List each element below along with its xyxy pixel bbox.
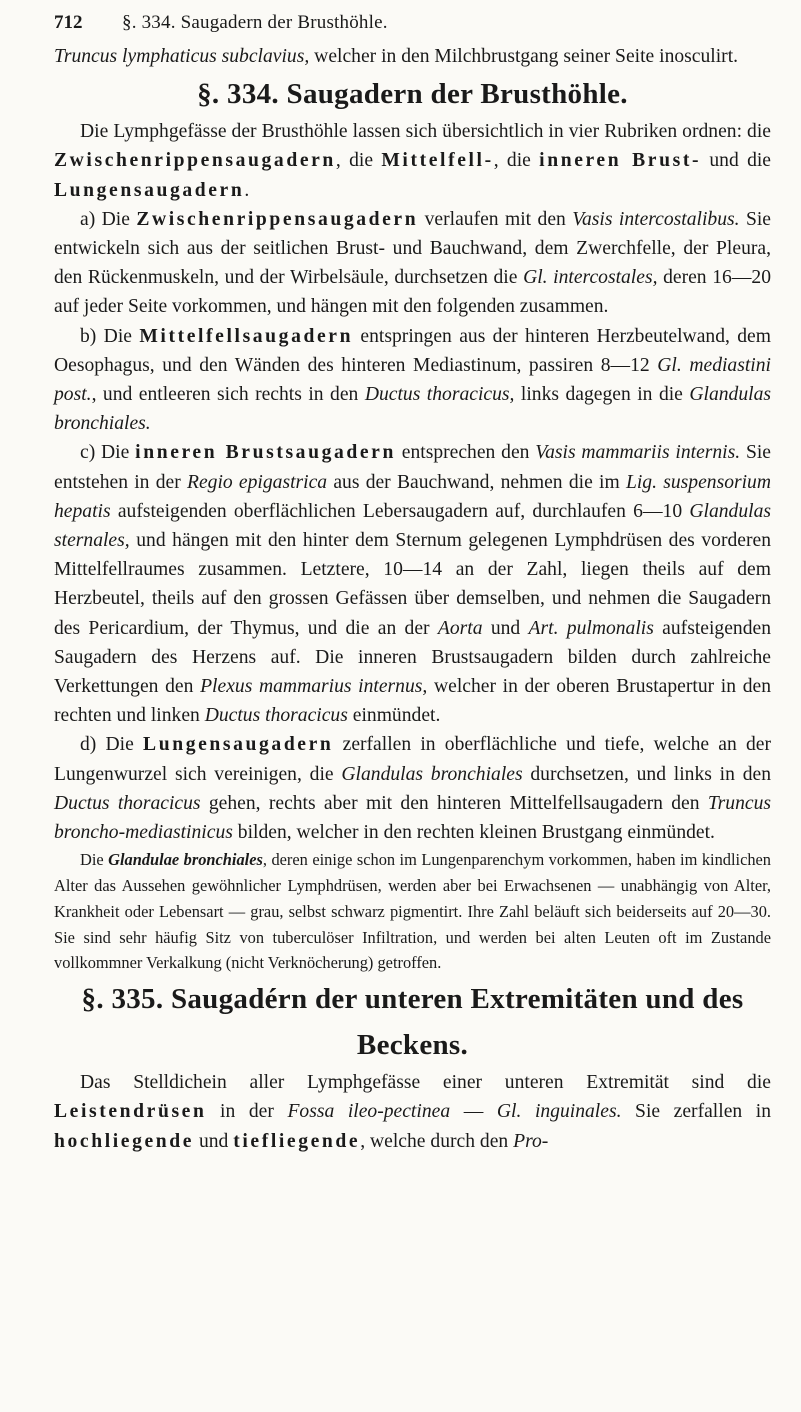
latin-term: Glandulas bronchiales. — [54, 384, 772, 435]
text: welcher in der oberen Brustapertur in den rechten und linken — [54, 676, 771, 727]
latin-term: Plexus mammarius internus, — [200, 676, 428, 698]
latin-term: Vasis mammariis internis. — [535, 442, 741, 464]
latin-term: Truncus broncho-mediastinicus — [54, 792, 771, 844]
spaced-term: inneren Brust- — [539, 150, 702, 172]
text: d) Die — [80, 734, 144, 756]
text: . — [244, 179, 250, 201]
text: bilden, welcher in den rechten kleinen Brustgang einmündet. — [232, 822, 715, 844]
text: Sie zerfallen in — [621, 1101, 771, 1123]
spaced-term: inneren Brustsaugadern — [135, 442, 396, 464]
section-335-heading: §. 335. Saugadérn der unteren Extremitäten und des Beckens. — [81, 983, 744, 1062]
text: in der — [206, 1101, 288, 1123]
text: , die — [335, 150, 382, 172]
latin-term: Gl. intercostales, — [523, 267, 658, 289]
running-title: §. 334. Saugadern der Brusthöhle. — [122, 12, 388, 33]
text: entspringen aus der hinteren Herzbeutelwand, dem Oesophagus, und den Wänden des hinteren Mediastinum, passiren 8—12 — [54, 325, 771, 376]
text: Sie entwickeln sich aus der seitlichen Brust- und Bauchwand, dem Zwerchfelle, der Pleura, den Rückenmuskeln, und der Wirbelsäule, durchsetzen die — [54, 208, 771, 289]
spaced-term: Lungensaugadern — [54, 179, 245, 201]
latin-term: Art. pulmonalis — [528, 617, 654, 639]
spaced-term: hochliegende — [54, 1130, 195, 1152]
spaced-term: Zwischenrippensaugadern — [54, 150, 336, 172]
text: , die — [493, 150, 540, 172]
intro-text: welcher in den Milchbrustgang seiner Seite inosculirt. — [309, 46, 739, 67]
text: Sie entstehen in der — [54, 442, 772, 493]
spaced-term: Mittelfell- — [381, 150, 494, 172]
text: und — [194, 1130, 234, 1152]
intro-paragraph — [54, 42, 771, 71]
section-334-heading: §. 334. Saugadern der Brusthöhle. — [197, 78, 628, 111]
latin-term: Ductus thoracicus — [54, 792, 201, 814]
spaced-term: Mittelfellsaugadern — [139, 325, 354, 347]
paragraph-b — [54, 322, 771, 439]
spaced-term: tiefliegende — [233, 1130, 361, 1152]
text: a) Die — [80, 208, 137, 230]
text: , welche durch den — [360, 1130, 514, 1152]
section-334-intro-paragraph — [54, 117, 771, 205]
latin-term: Ductus thoracicus, — [364, 384, 515, 406]
text: — — [450, 1101, 497, 1123]
latin-term: Gl. inguinales. — [496, 1101, 622, 1123]
text: und hängen mit den hinter dem Sternum gelegenen Lymphdrüsen des vorderen Mittelfellraumes zusammen. Letztere, 10—14 an der Zahl, liegen theils auf dem Herzbeutel, theils auf den grossen Gefässen über demselben, und nehmen die Saugadern des Pericardium, der Thymus, und die an der — [54, 530, 771, 639]
text: gehen, rechts aber mit den hinteren Mittelfellsaugadern den — [200, 792, 708, 814]
latin-term: Vasis intercostalibus. — [572, 208, 740, 230]
text: entsprechen den — [395, 442, 536, 464]
text: Die — [80, 850, 109, 870]
text: Das Stelldichein aller Lymphgefässe einer unteren Extremität sind die — [80, 1072, 771, 1094]
text: aus der Bauchwand, nehmen die im — [327, 471, 626, 493]
text: zerfallen in oberflächliche und tiefe, welche an der Lungenwurzel sich vereinigen, die — [54, 734, 771, 785]
spaced-term: Zwischenrippensaugadern — [136, 208, 419, 230]
paragraph-c — [54, 438, 771, 730]
text: links dagegen in die — [514, 384, 690, 406]
page-number: 712 — [54, 12, 83, 33]
text: durchsetzen, und links in den — [522, 763, 771, 785]
text: , und entleeren sich rechts in den — [91, 384, 365, 406]
latin-term: Gl. mediastini post. — [54, 354, 771, 406]
latin-term: Regio epigastrica — [186, 471, 328, 493]
latin-term: Glandulas bronchiales — [341, 763, 523, 785]
text: b) Die — [80, 325, 140, 347]
latin-term: Ductus thoracicus — [204, 705, 348, 727]
text: c) Die — [80, 442, 136, 464]
paragraph-a — [54, 205, 771, 322]
latin-term: Lig. suspensorium hepatis — [54, 471, 772, 522]
spaced-term: Lungensaugadern — [143, 734, 334, 756]
intro-italic: Truncus lymphaticus subclavius, — [54, 46, 310, 67]
text: , deren einige schon im Lungenparenchym vorkommen, haben im kindlichen Alter das Aussehen gewöhnlicher Lymphdrüsen, werden aber bei Erwachsenen — unabhängig von Alter, Krankheit oder Lebensart — grau, selbst schwarz pigmentirt. Ihre Zahl beläuft sich beiderseits auf 20—30. Sie sind sehr häufig Sitz von tuberculöser Infiltration, und werden bei alten Leuten oft im Zustande vollkommner Verkalkung (nicht Verknöcherung) getroffen. — [54, 850, 772, 973]
spaced-term: Leistendrüsen — [54, 1101, 207, 1123]
text: deren 16—20 auf jeder Seite vorkommen, und hängen mit den folgenden zusammen. — [54, 267, 772, 318]
text: einmündet. — [347, 705, 441, 727]
text: und die — [701, 150, 772, 172]
latin-term: Aorta — [437, 617, 483, 639]
paragraph-d — [54, 730, 771, 847]
text: verlaufen mit den — [418, 208, 573, 230]
section-335-paragraph — [54, 1068, 771, 1156]
latin-term: Fossa ileo-pectinea — [287, 1101, 451, 1123]
text: aufsteigenden Saugadern des Herzens auf. Die inneren Brustsaugadern bilden durch zahlreiche Verkettungen den — [54, 617, 771, 698]
latin-term: Glandulas sternales, — [54, 500, 771, 552]
text: aufsteigenden oberflächlichen Lebersaugadern auf, durchlaufen 6—10 — [110, 500, 690, 522]
latin-term: Glandulae bronchiales — [108, 850, 263, 870]
text: Die Lymphgefässe der Brusthöhle lassen sich übersichtlich in vier Rubriken ordnen: die — [80, 121, 771, 143]
note-paragraph — [54, 847, 771, 976]
latin-term: Pro- — [513, 1130, 549, 1152]
running-header — [54, 12, 771, 42]
text: und — [482, 617, 529, 639]
